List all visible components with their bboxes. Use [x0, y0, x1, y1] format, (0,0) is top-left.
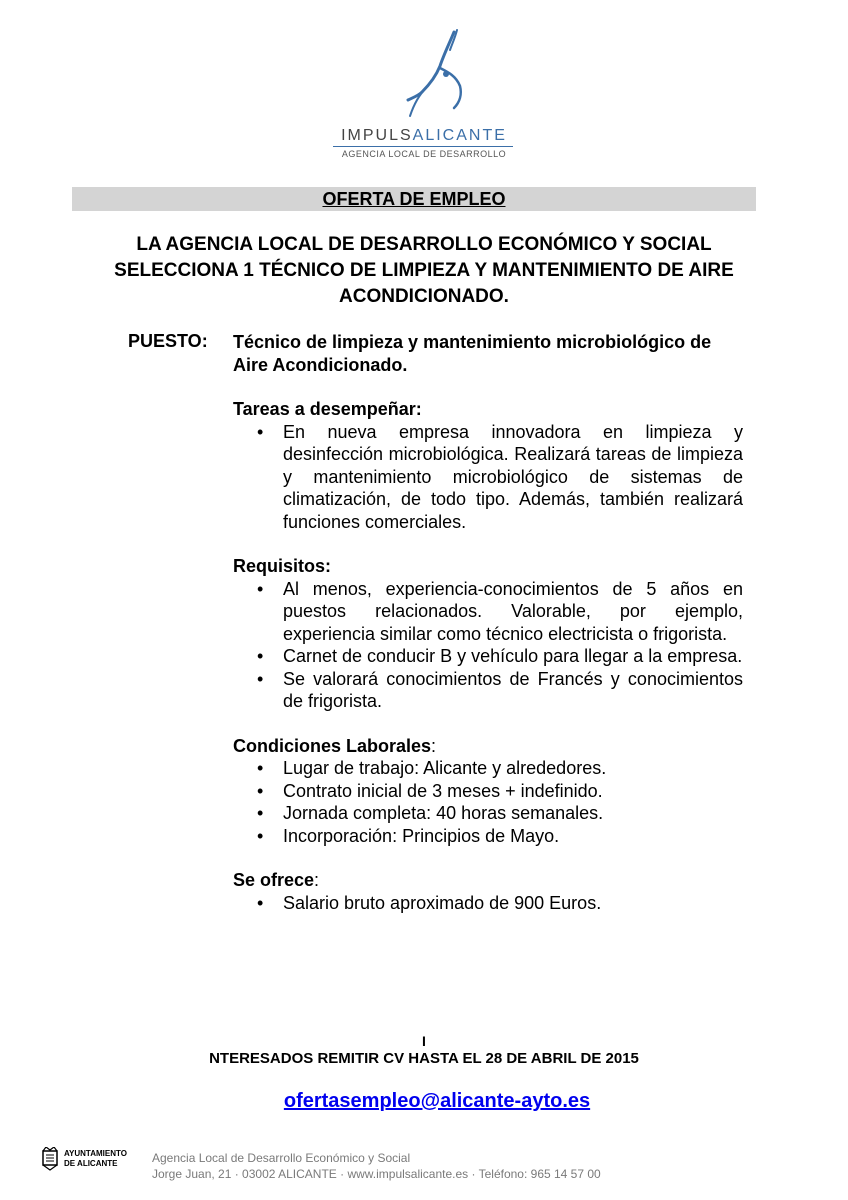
offer-content	[233, 331, 743, 914]
stray-letter: I	[422, 1033, 426, 1049]
list-item: • Lugar de trabajo: Alicante y alrededores.	[233, 757, 743, 780]
list-item: • Se valorará conocimientos de Francés y conocimientos de frigorista.	[233, 668, 743, 713]
offer-title-bar	[72, 187, 756, 211]
ayto-line-1: AYUNTAMIENTO	[64, 1149, 127, 1158]
requisitos-title: Requisitos:	[233, 556, 332, 576]
list-item: • Al menos, experiencia-conocimientos de 5 años en puestos relacionados. Valorable, por ejemplo, experiencia similar como técnico electricista o frigorista.	[233, 578, 743, 646]
list-item: • Salario bruto aproximado de 900 Euros.	[233, 892, 743, 915]
footer-line-2: Jorge Juan, 21 · 03002 ALICANTE · www.impulsalicante.es · Teléfono: 965 14 57 00	[152, 1167, 601, 1181]
puesto-value: Técnico de limpieza y mantenimiento microbiológico de Aire Acondicionado.	[233, 332, 712, 375]
list-item: • Carnet de conducir B y vehículo para llegar a la empresa.	[233, 645, 743, 668]
footer-address	[152, 1150, 601, 1182]
tareas-list	[233, 421, 743, 534]
ofrece-list	[233, 892, 743, 915]
list-item: • Contrato inicial de 3 meses + indefinido.	[233, 780, 743, 803]
ayto-line-2: DE ALICANTE	[64, 1159, 118, 1168]
ofrece-colon: :	[314, 870, 320, 890]
ayuntamiento-label	[64, 1149, 127, 1169]
main-heading: LA AGENCIA LOCAL DE DESARROLLO ECONÓMICO Y SOCIAL SELECCIONA 1 TÉCNICO DE LIMPIEZA Y MANTENIMIENTO DE AIRE ACONDICIONADO.	[114, 234, 734, 307]
condiciones-colon: :	[431, 735, 437, 756]
brand-divider	[333, 146, 513, 147]
brand-name: IMPULSALICANTE	[341, 127, 507, 144]
brand-subtitle: AGENCIA LOCAL DE DESARROLLO	[341, 149, 507, 159]
header-logo	[0, 0, 848, 170]
ofrece-heading	[233, 869, 743, 892]
footer-line-1: Agencia Local de Desarrollo Económico y Social	[152, 1151, 411, 1165]
condiciones-title: Condiciones Laborales	[233, 735, 432, 756]
puesto-label: PUESTO:	[128, 331, 208, 351]
city-crest-icon	[40, 1147, 60, 1171]
contact-email-link[interactable]: ofertasempleo@alicante-ayto.es	[283, 1090, 591, 1112]
list-item: • Jornada completa: 40 horas semanales.	[233, 802, 743, 825]
list-item: • En nueva empresa innovadora en limpieza y desinfección microbiológica. Realizará tareas de limpieza y mantenimiento microbiológico de sistemas de climatización, de todo tipo. Además, también realizará funciones comerciales.	[233, 421, 743, 534]
condiciones-heading	[233, 735, 743, 758]
ofrece-title: Se ofrece	[233, 870, 315, 890]
swimmer-logo-icon	[400, 28, 470, 123]
condiciones-list	[233, 757, 743, 847]
requisitos-list	[233, 578, 743, 713]
list-item: • Incorporación: Principios de Mayo.	[233, 825, 743, 848]
deadline-text: NTERESADOS REMITIR CV HASTA EL 28 DE ABRIL DE 2015	[209, 1050, 639, 1067]
tareas-title: Tareas a desempeñar:	[233, 399, 422, 419]
offer-title: OFERTA DE EMPLEO	[322, 189, 506, 209]
